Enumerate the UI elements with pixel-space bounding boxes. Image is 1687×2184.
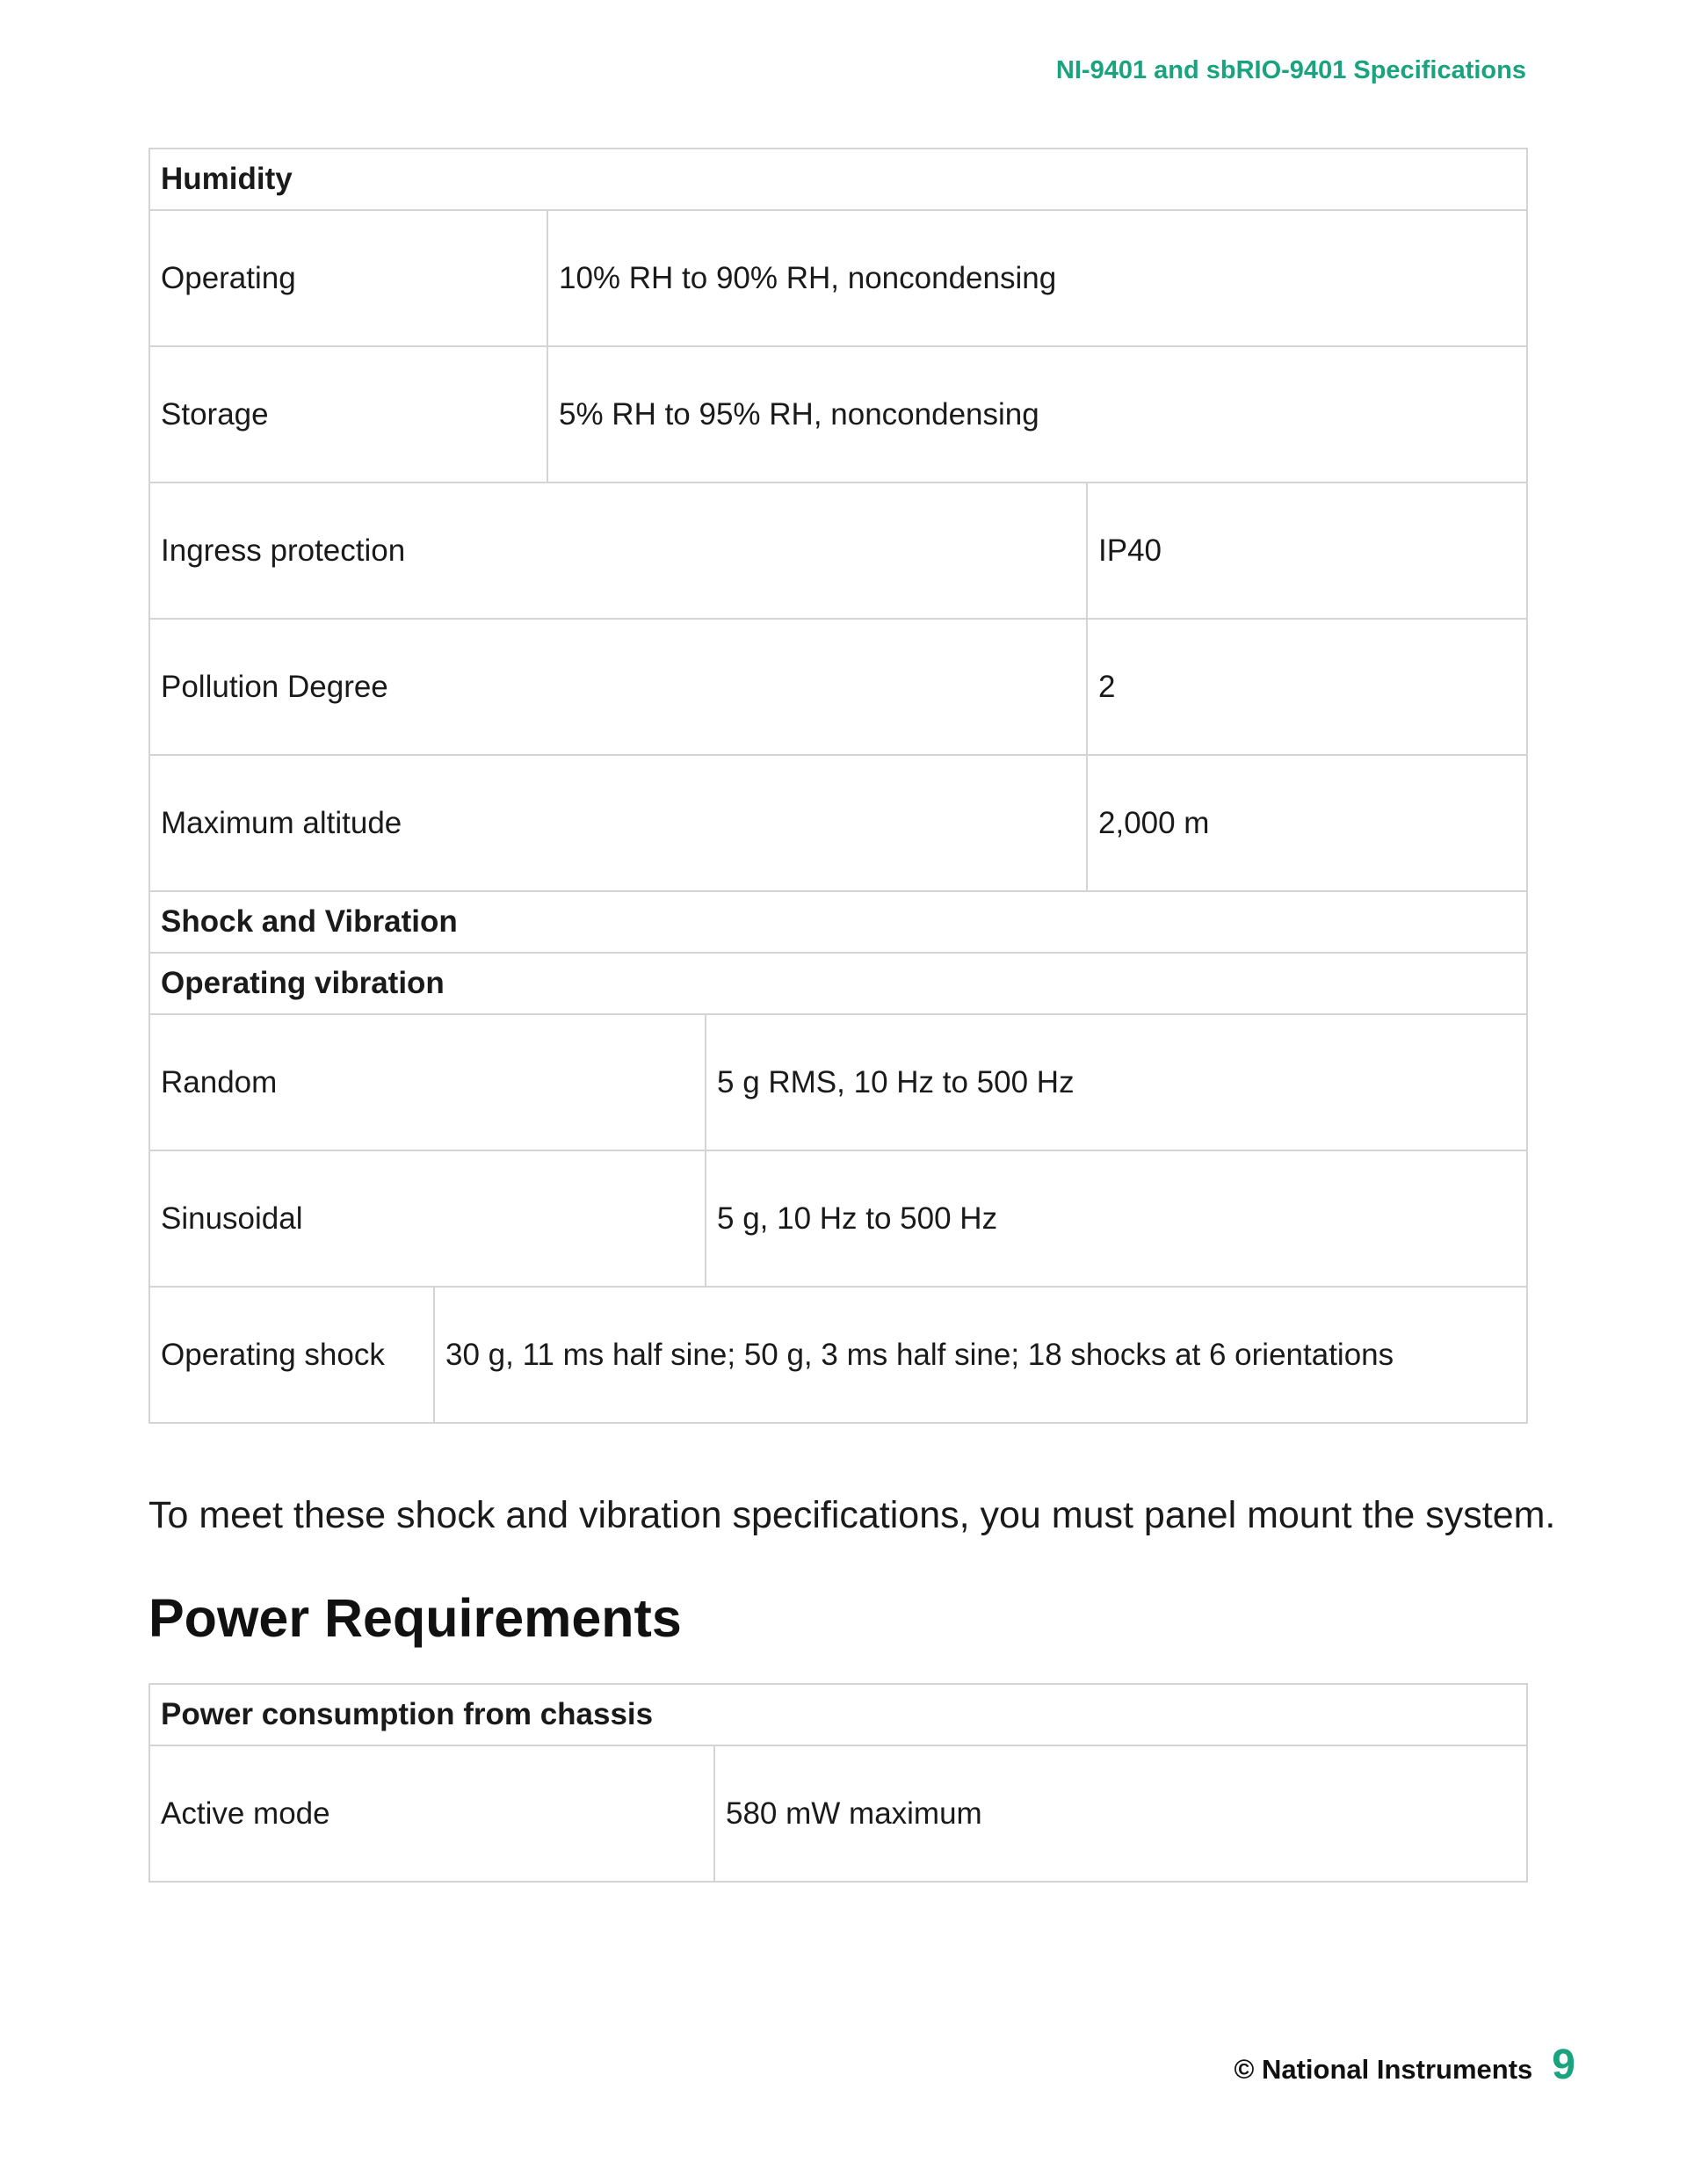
- power-requirements-title: Power Requirements: [148, 1588, 682, 1648]
- table-row: [149, 210, 1527, 346]
- sinusoidal-vibration-label: Sinusoidal: [149, 1150, 706, 1287]
- mounting-note: To meet these shock and vibration specifications, you must panel mount the system.: [148, 1494, 1556, 1536]
- maximum-altitude-label: Maximum altitude: [149, 755, 1087, 891]
- table-row: [149, 1014, 1527, 1150]
- copyright-text: © National Instruments: [1234, 2054, 1533, 2085]
- table-row: [149, 1745, 1527, 1882]
- table-row: [149, 619, 1527, 755]
- pollution-degree-label: Pollution Degree: [149, 619, 1087, 755]
- operating-shock-label: Operating shock: [149, 1287, 434, 1423]
- humidity-storage-label: Storage: [149, 346, 547, 483]
- power-spec-table: [148, 1683, 1528, 1883]
- sinusoidal-vibration-value: 5 g, 10 Hz to 500 Hz: [706, 1150, 1527, 1287]
- table-row: [149, 891, 1527, 953]
- shock-vibration-heading: Shock and Vibration: [149, 891, 1527, 953]
- active-mode-label: Active mode: [149, 1745, 714, 1882]
- table-row: [149, 755, 1527, 891]
- maximum-altitude-value: 2,000 m: [1087, 755, 1527, 891]
- random-vibration-value: 5 g RMS, 10 Hz to 500 Hz: [706, 1014, 1527, 1150]
- humidity-operating-value: 10% RH to 90% RH, noncondensing: [547, 210, 1527, 346]
- table-row: [149, 1684, 1527, 1745]
- environment-spec-table: [148, 148, 1528, 1424]
- ingress-protection-value: IP40: [1087, 483, 1527, 619]
- humidity-heading: Humidity: [149, 149, 1527, 210]
- page-footer: [1234, 2041, 1575, 2089]
- active-mode-value: 580 mW maximum: [714, 1745, 1527, 1882]
- table-row: [149, 1150, 1527, 1287]
- random-vibration-label: Random: [149, 1014, 706, 1150]
- humidity-operating-label: Operating: [149, 210, 547, 346]
- operating-vibration-heading: Operating vibration: [149, 953, 1527, 1014]
- power-consumption-heading: Power consumption from chassis: [149, 1684, 1527, 1745]
- pollution-degree-value: 2: [1087, 619, 1527, 755]
- humidity-storage-value: 5% RH to 95% RH, noncondensing: [547, 346, 1527, 483]
- table-row: [149, 1287, 1527, 1423]
- table-row: [149, 483, 1527, 619]
- table-row: [149, 346, 1527, 483]
- operating-shock-value: 30 g, 11 ms half sine; 50 g, 3 ms half sine; 18 shocks at 6 orientations: [434, 1287, 1527, 1423]
- ingress-protection-label: Ingress protection: [149, 483, 1087, 619]
- table-row: [149, 953, 1527, 1014]
- document-header-title: NI-9401 and sbRIO-9401 Specifications: [1055, 56, 1526, 84]
- page-number: 9: [1552, 2042, 1575, 2088]
- table-row: [149, 149, 1527, 210]
